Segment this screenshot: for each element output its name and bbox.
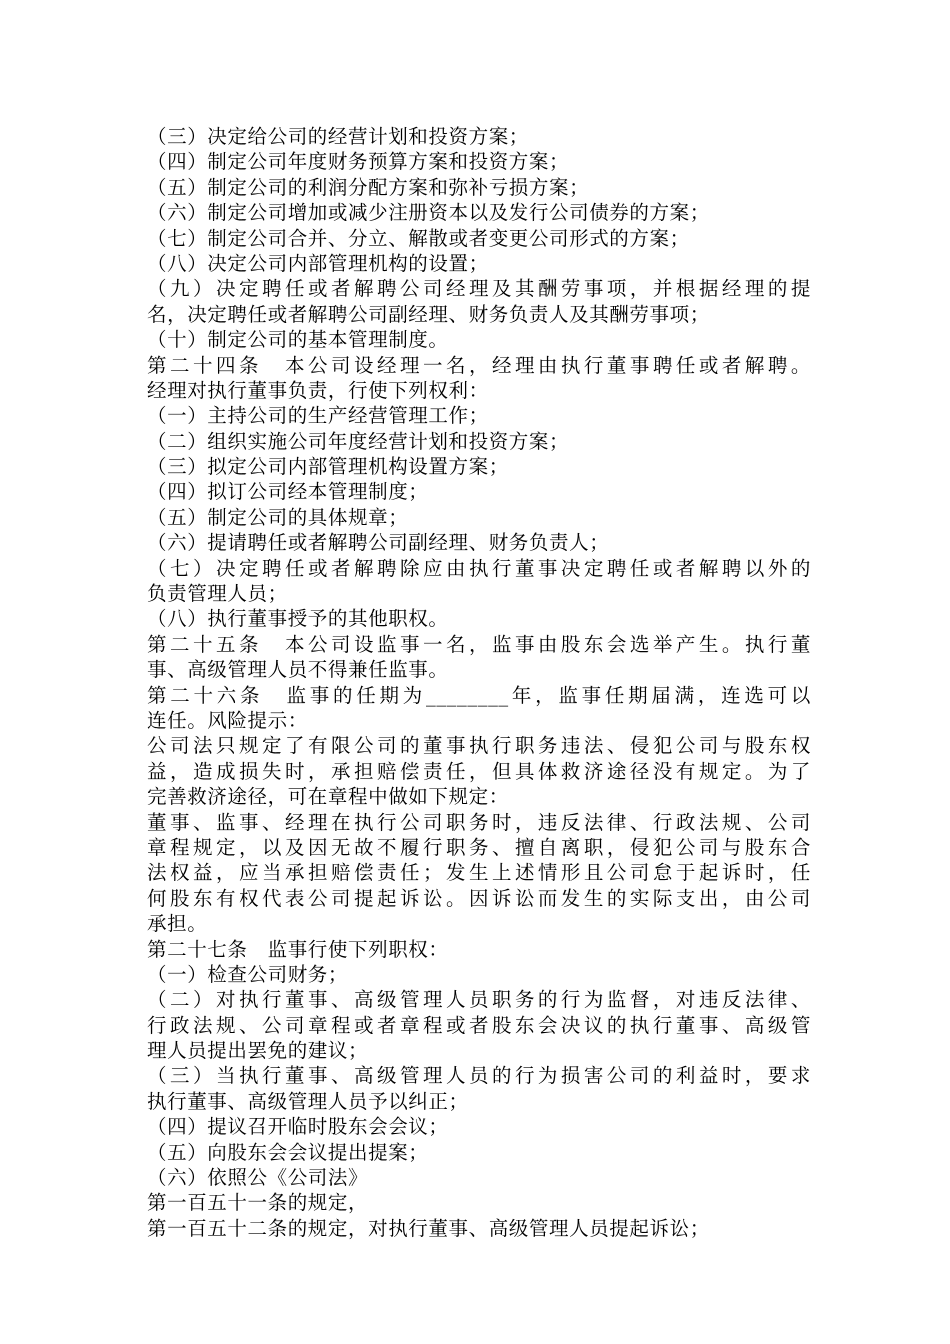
text-line: （六）制定公司增加或减少注册资本以及发行公司债券的方案； [147,201,710,225]
text-line: 完善救济途径，可在章程中做如下规定： [147,785,509,809]
text-line: 董事、监事、经理在执行公司职务时，违反法律、行政法规、公司 [147,810,811,834]
text-line: 事、高级管理人员不得兼任监事。 [147,658,449,682]
document-page [147,124,811,1241]
text-line: 法权益，应当承担赔偿责任；发生上述情形且公司怠于起诉时，任 [147,861,811,885]
text-line: 连任。风险提示： [147,708,308,732]
text-line: （五）向股东会会议提出提案； [147,1140,429,1164]
text-line: 名，决定聘任或者解聘公司副经理、财务负责人及其酬劳事项； [147,302,710,326]
text-line: （一）主持公司的生产经营管理工作； [147,404,489,428]
text-line: （六）依照公《公司法》 [147,1166,369,1190]
text-line: （六）提请聘任或者解聘公司副经理、财务负责人； [147,531,610,555]
text-line: 第二十七条 监事行使下列职权： [147,937,449,961]
text-line: （二）对执行董事、高级管理人员职务的行为监督，对违反法律、 [147,988,811,1012]
text-line: 第一百五十二条的规定，对执行董事、高级管理人员提起诉讼； [147,1216,710,1240]
text-line: 执行董事、高级管理人员予以纠正； [147,1089,469,1113]
text-line: 章程规定，以及因无故不履行职务、擅自离职，侵犯公司与股东合 [147,835,811,859]
text-line: 负责管理人员； [147,582,288,606]
text-line: 承担。 [147,912,208,936]
text-line: （五）制定公司的具体规章； [147,505,409,529]
text-line: 理人员提出罢免的建议； [147,1039,369,1063]
text-line: （八）决定公司内部管理机构的设置； [147,251,489,275]
text-line: 第一百五十一条的规定， [147,1191,369,1215]
text-line: （四）制定公司年度财务预算方案和投资方案； [147,150,570,174]
text-line: （三）拟定公司内部管理机构设置方案； [147,455,509,479]
text-line: （三）当执行董事、高级管理人员的行为损害公司的利益时，要求 [147,1064,811,1088]
text-line: （九）决定聘任或者解聘公司经理及其酬劳事项，并根据经理的提 [147,277,811,301]
text-line: 公司法只规定了有限公司的董事执行职务违法、侵犯公司与股东权 [147,734,811,758]
text-line: 益，造成损失时，承担赔偿责任，但具体救济途径没有规定。为了 [147,759,811,783]
text-line: （五）制定公司的利润分配方案和弥补亏损方案； [147,175,590,199]
text-line: 行政法规、公司章程或者章程或者股东会决议的执行董事、高级管 [147,1013,811,1037]
text-line: （七）制定公司合并、分立、解散或者变更公司形式的方案； [147,226,690,250]
text-line: （一）检查公司财务； [147,962,349,986]
text-line: 第二十五条 本公司设监事一名，监事由股东会选举产生。执行董 [147,632,811,656]
text-line: （十）制定公司的基本管理制度。 [147,328,449,352]
text-line: 经理对执行董事负责，行使下列权利： [147,378,489,402]
text-line: 第二十四条 本公司设经理一名，经理由执行董事聘任或者解聘。 [147,353,811,377]
text-line: （三）决定给公司的经营计划和投资方案； [147,125,529,148]
text-line: 何股东有权代表公司提起诉讼。因诉讼而发生的实际支出，由公司 [147,886,811,910]
text-line: （四）提议召开临时股东会会议； [147,1115,449,1139]
text-line: （八）执行董事授予的其他职权。 [147,607,449,631]
text-line: （四）拟订公司经本管理制度； [147,480,429,504]
text-line: （二）组织实施公司年度经营计划和投资方案； [147,429,570,453]
text-line: （七）决定聘任或者解聘除应由执行董事决定聘任或者解聘以外的 [147,556,811,580]
text-line: 第二十六条 监事的任期为________年，监事任期届满，连选可以 [147,683,811,707]
